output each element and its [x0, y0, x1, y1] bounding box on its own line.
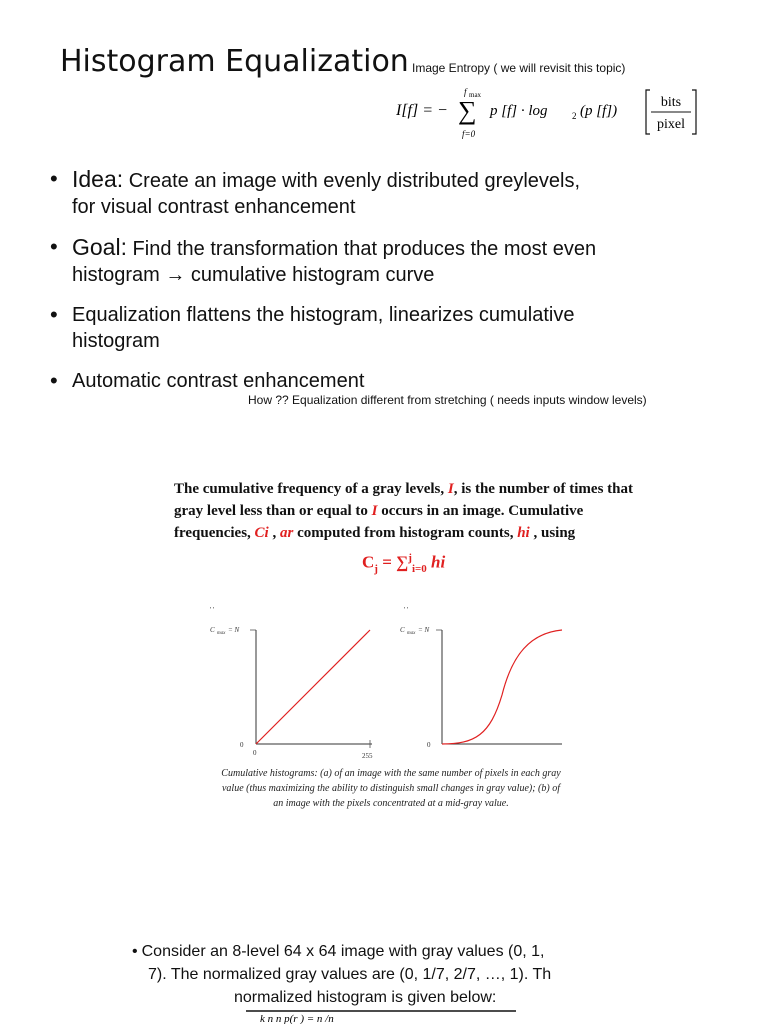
cumulative-formula: $C_j = \sum^j_{i=0}$ hi — [362, 552, 446, 576]
slide-title: Histogram Equalization — [60, 44, 409, 79]
bullet-text: Create an image with evenly distributed greylevels, — [123, 170, 581, 192]
bullet-lead: Idea: — [72, 166, 124, 192]
figure-caption: Cumulative histograms: (a) of an image with the same number of pixels in each gray value (thus maximizing the ability to distinguish small changes in gray value); (b) of an image with the pixels concentrated at a mid-gray value. — [221, 768, 561, 809]
formula-sum-upper-sub: max — [469, 91, 482, 99]
plot-a-curve — [256, 630, 370, 744]
bottom-line-3: normalized histogram is given below: — [234, 989, 497, 1006]
bullet-text: Automatic contrast enhancement — [72, 370, 365, 392]
table-fragment-text: k n n p(r ) = n /n — [260, 1013, 334, 1024]
bullet-text: Equalization flattens the histogram, linearizes cumulative — [72, 304, 575, 326]
bottom-line-2: 7). The normalized gray values are (0, 1/7, 2/7, …, 1). Th — [148, 966, 552, 983]
formula-log-base: 2 — [572, 111, 577, 121]
formula-body-tail: (p [f]) — [580, 103, 618, 119]
bullet-text-cont: histogram — [72, 330, 160, 352]
formula-sum-upper: f — [464, 87, 467, 97]
formula-sigma: ∑ — [458, 96, 477, 125]
entropy-formula — [396, 84, 706, 144]
plot-a-xzero: 0 — [253, 749, 257, 757]
scan-paragraph: The cumulative frequency of a gray levels, I, is the number of times that gray level less than or equal to I occurs in an image. Cumulative frequencies, Ci , ar computed from histogram counts, hi , using — [174, 481, 633, 541]
bullet-text: Find the transformation that produces the most even — [126, 238, 597, 260]
bottom-line-1: • Consider an 8-level 64 x 64 image with gray values (0, 1, — [132, 940, 652, 963]
bullet-text-cont: histogram → cumulative histogram curve — [72, 264, 435, 286]
bottom-bullet — [132, 940, 652, 1009]
formula-unit-top: bits — [660, 95, 682, 110]
how-note: How ?? Equalization different from stretching ( needs inputs window levels) — [248, 393, 647, 407]
table-fragment — [246, 1008, 516, 1024]
plot-a — [210, 606, 373, 760]
bullet-automatic — [48, 368, 748, 394]
plot-b-ytop-tail: = N — [418, 626, 430, 634]
bullet-lead: Goal: — [72, 234, 127, 260]
plot-a-xmax: 255 — [362, 752, 373, 760]
bullet-list — [48, 166, 748, 408]
formula-body: p [f] · log — [490, 103, 548, 119]
bullet-text-cont: for visual contrast enhancement — [72, 196, 356, 218]
plot-a-ytop-sub: max — [217, 631, 226, 636]
plot-b-mark: ' ' — [404, 606, 409, 614]
plot-a-mark: ' ' — [210, 606, 215, 614]
plot-b-curve — [442, 630, 562, 744]
plot-b-ytop-sub: max — [407, 631, 416, 636]
plot-b — [400, 606, 562, 749]
bullet-goal — [48, 234, 748, 288]
plot-a-yzero: 0 — [240, 741, 244, 749]
cumulative-histogram-plots — [200, 600, 600, 770]
formula-unit-bottom: pixel — [657, 117, 685, 132]
bullet-idea — [48, 166, 748, 220]
bullet-equalization — [48, 302, 748, 354]
plot-a-ytop: C — [210, 626, 215, 634]
formula-sum-lower: f=0 — [462, 129, 476, 139]
entropy-note: Image Entropy ( we will revisit this topic) — [412, 61, 626, 75]
plot-a-ytop-tail: = N — [228, 626, 240, 634]
plot-b-ytop: C — [400, 626, 405, 634]
plot-b-yzero: 0 — [427, 741, 431, 749]
formula-unit — [646, 90, 696, 134]
formula-lhs: I[f] = − — [396, 102, 448, 119]
